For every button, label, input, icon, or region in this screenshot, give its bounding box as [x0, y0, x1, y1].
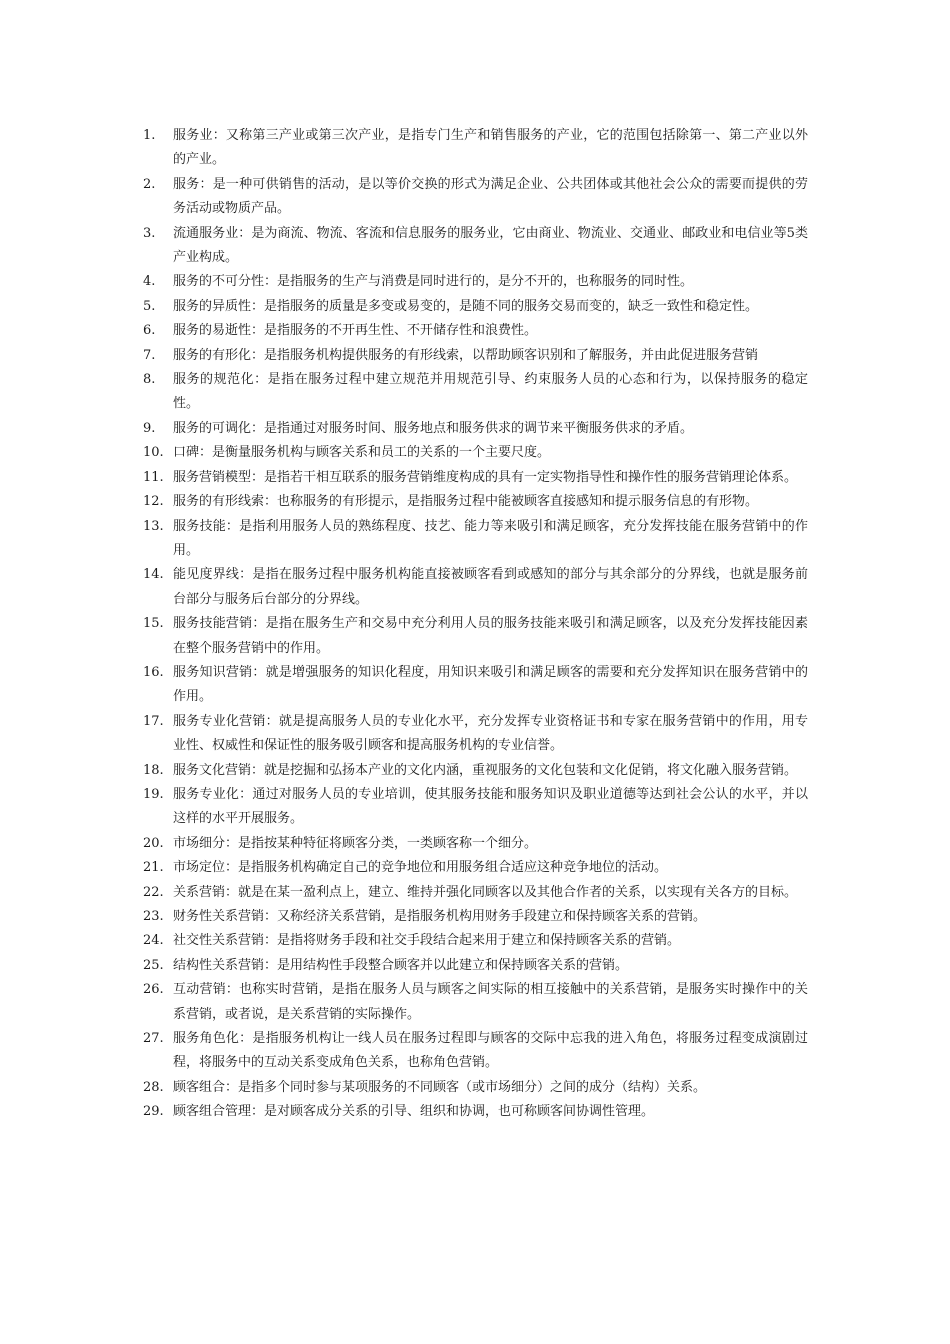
- item-text: 社交性关系营销：是指将财务手段和社交手段结合起来用于建立和保持顾客关系的营销。: [173, 933, 681, 949]
- item-number: 28.: [143, 1079, 164, 1095]
- list-item: [143, 783, 808, 832]
- list-item: [143, 954, 808, 978]
- item-number: 9.: [143, 420, 156, 436]
- item-text: 服务的有形化：是指服务机构提供服务的有形线索，以帮助顾客识别和了解服务，并由此促进服务营销: [173, 347, 759, 363]
- item-text: 顾客组合：是指多个同时参与某项服务的不同顾客（或市场细分）之间的成分（结构）关系。: [173, 1079, 707, 1095]
- item-text: 服务的异质性：是指服务的质量是多变或易变的，是随不同的服务交易而变的，缺乏一致性和稳定性。: [173, 298, 759, 314]
- item-text: 市场细分：是指按某种特征将顾客分类，一类顾客称一个细分。: [173, 835, 538, 851]
- list-item: [143, 417, 808, 441]
- definition-list: [143, 124, 808, 1125]
- item-number: 14.: [143, 567, 164, 583]
- list-item: [143, 563, 808, 612]
- list-item: [143, 929, 808, 953]
- item-text: 互动营销：也称实时营销，是指在服务人员与顾客之间实际的相互接触中的关系营销，是服务实时操作中的关系营销，或者说，是关系营销的实际操作。: [173, 982, 808, 1022]
- list-item: [143, 759, 808, 783]
- list-item: [143, 832, 808, 856]
- list-item: [143, 881, 808, 905]
- item-text: 服务角色化：是指服务机构让一线人员在服务过程即与顾客的交际中忘我的进入角色，将服务过程变成演剧过程，将服务中的互动关系变成角色关系，也称角色营销。: [173, 1031, 808, 1071]
- item-number: 3.: [143, 225, 156, 241]
- item-text: 服务的不可分性：是指服务的生产与消费是同时进行的，是分不开的，也称服务的同时性。: [173, 274, 694, 290]
- list-item: [143, 1100, 808, 1124]
- item-number: 5.: [143, 298, 156, 314]
- item-number: 4.: [143, 274, 156, 290]
- list-item: [143, 466, 808, 490]
- list-item: [143, 661, 808, 710]
- item-text: 服务的易逝性：是指服务的不开再生性、不开储存性和浪费性。: [173, 323, 538, 339]
- item-number: 18.: [143, 762, 164, 778]
- list-item: [143, 905, 808, 929]
- item-number: 16.: [143, 664, 164, 680]
- item-number: 17.: [143, 713, 164, 729]
- list-item: [143, 978, 808, 1027]
- item-text: 服务知识营销：就是增强服务的知识化程度，用知识来吸引和满足顾客的需要和充分发挥知识在服务营销中的作用。: [173, 664, 808, 705]
- item-text: 服务技能：是指利用服务人员的熟练程度、技艺、能力等来吸引和满足顾客，充分发挥技能在服务营销中的作用。: [173, 518, 808, 558]
- item-number: 26.: [143, 982, 164, 998]
- item-number: 2.: [143, 176, 156, 192]
- list-item: [143, 319, 808, 343]
- item-text: 服务专业化：通过对服务人员的专业培训，使其服务技能和服务知识及职业道德等达到社会公认的水平，并以这样的水平开展服务。: [173, 786, 808, 827]
- list-item: [143, 441, 808, 465]
- item-text: 服务专业化营销：就是提高服务人员的专业化水平，充分发挥专业资格证书和专家在服务营销中的作用，用专业性、权威性和保证性的服务吸引顾客和提高服务机构的专业信誉。: [173, 713, 808, 754]
- list-item: [143, 1027, 808, 1076]
- item-number: 27.: [143, 1031, 164, 1047]
- item-text: 服务业：又称第三产业或第三次产业，是指专门生产和销售服务的产业，它的范围包括除第一、第二产业以外的产业。: [173, 128, 808, 168]
- item-number: 15.: [143, 616, 164, 632]
- item-number: 7.: [143, 347, 156, 363]
- list-item: [143, 1076, 808, 1100]
- list-item: [143, 173, 808, 222]
- item-number: 22.: [143, 884, 164, 900]
- list-item: [143, 222, 808, 271]
- item-text: 服务营销模型：是指若干相互联系的服务营销维度构成的具有一定实物指导性和操作性的服务营销理论体系。: [173, 469, 798, 485]
- item-text: 顾客组合管理：是对顾客成分关系的引导、组织和协调，也可称顾客间协调性管理。: [173, 1104, 655, 1120]
- item-number: 1.: [143, 128, 156, 143]
- item-text: 能见度界线：是指在服务过程中服务机构能直接被顾客看到或感知的部分与其余部分的分界线，也就是服务前台部分与服务后台部分的分界线。: [173, 567, 808, 607]
- item-text: 口碑：是衡量服务机构与顾客关系和员工的关系的一个主要尺度。: [173, 445, 551, 461]
- item-number: 12.: [143, 494, 164, 510]
- item-text: 流通服务业：是为商流、物流、客流和信息服务的服务业，它由商业、物流业、交通业、邮政业和电信业等5类产业构成。: [173, 225, 808, 266]
- item-number: 23.: [143, 909, 164, 924]
- list-item: [143, 490, 808, 514]
- item-number: 19.: [143, 786, 164, 802]
- list-item: [143, 270, 808, 294]
- item-text: 服务：是一种可供销售的活动，是以等价交换的形式为满足企业、公共团体或其他社会公众的需要而提供的劳务活动或物质产品。: [173, 176, 808, 217]
- list-item: [143, 295, 808, 319]
- item-number: 24.: [143, 933, 164, 949]
- list-item: [143, 124, 808, 173]
- item-number: 13.: [143, 518, 164, 534]
- item-number: 11.: [143, 469, 164, 485]
- item-number: 25.: [143, 957, 164, 973]
- item-text: 服务的有形线索：也称服务的有形提示，是指服务过程中能被顾客直接感知和提示服务信息的有形物。: [173, 494, 759, 510]
- list-item: [143, 515, 808, 564]
- item-text: 服务技能营销：是指在服务生产和交易中充分利用人员的服务技能来吸引和满足顾客，以及充分发挥技能因素在整个服务营销中的作用。: [173, 616, 808, 656]
- list-item: [143, 856, 808, 880]
- item-number: 21.: [143, 860, 164, 876]
- list-item: [143, 368, 808, 417]
- item-number: 20.: [143, 835, 164, 851]
- item-text: 财务性关系营销：又称经济关系营销，是指服务机构用财务手段建立和保持顾客关系的营销。: [173, 909, 707, 924]
- item-text: 关系营销：就是在某一盈利点上，建立、维持并强化同顾客以及其他合作者的关系，以实现有关各方的目标。: [173, 884, 798, 900]
- list-item: [143, 344, 808, 368]
- item-number: 8.: [143, 372, 156, 388]
- list-item: [143, 710, 808, 759]
- item-text: 服务文化营销：就是挖掘和弘扬本产业的文化内涵，重视服务的文化包装和文化促销，将文化融入服务营销。: [173, 762, 798, 778]
- item-text: 结构性关系营销：是用结构性手段整合顾客并以此建立和保持顾客关系的营销。: [173, 957, 629, 973]
- item-number: 29.: [143, 1104, 164, 1120]
- item-number: 10.: [143, 445, 164, 461]
- item-text: 市场定位：是指服务机构确定自己的竞争地位和用服务组合适应这种竞争地位的活动。: [173, 860, 668, 876]
- item-text: 服务的可调化：是指通过对服务时间、服务地点和服务供求的调节来平衡服务供求的矛盾。: [173, 420, 694, 436]
- item-text: 服务的规范化：是指在服务过程中建立规范并用规范引导、约束服务人员的心态和行为，以保持服务的稳定性。: [173, 372, 808, 412]
- list-item: [143, 612, 808, 661]
- item-number: 6.: [143, 323, 156, 339]
